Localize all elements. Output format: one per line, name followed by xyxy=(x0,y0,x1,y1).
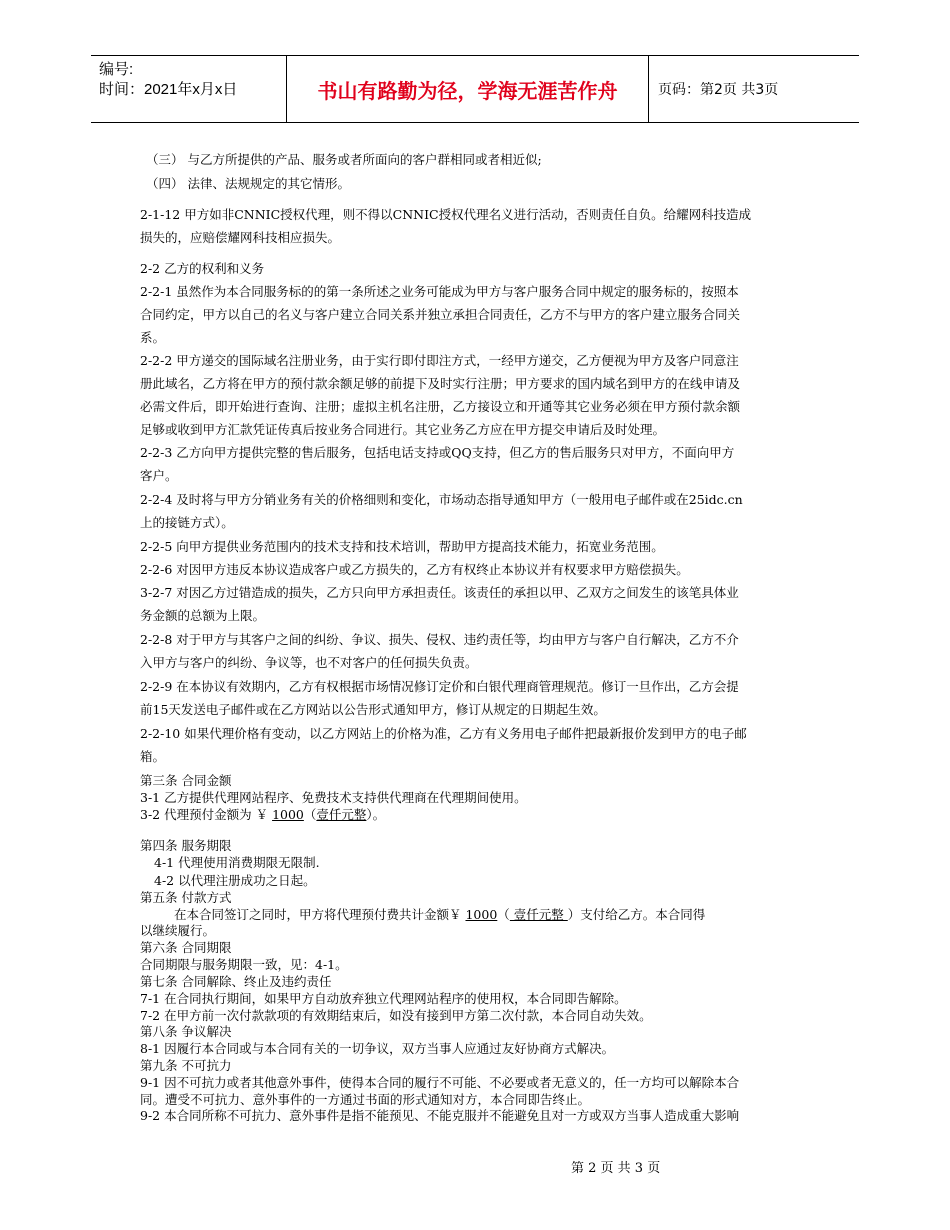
article-7-title: 第七条 合同解除、终止及违约责任 xyxy=(140,974,332,989)
payment-paren: （ xyxy=(497,907,510,922)
article-5-line-1 xyxy=(174,905,705,923)
clause-line: 入甲方与客户的纠纷、争议等，也不对客户的任何损失负责。 xyxy=(140,655,478,670)
clause-line: 足够或收到甲方汇款凭证传真后按业务合同进行。其它业务乙方应在甲方提交申请后及时处理。 xyxy=(140,422,666,437)
clause-line: 册此域名，乙方将在甲方的预付款余额足够的前提下及时实行注册；甲方要求的国内域名到甲方的在线申请及 xyxy=(140,376,741,391)
clause-line: 2-2-10 如果代理价格有变动，以乙方网站上的价格为准，乙方有义务用电子邮件把最新报价发到甲方的电子邮 xyxy=(140,726,747,741)
article-3-line-1: 3-1 乙方提供代理网站程序、免费技术支持供代理商在代理期间使用。 xyxy=(140,790,527,805)
section-heading: 2-2 乙方的权利和义务 xyxy=(140,261,265,276)
article-5-title: 第五条 付款方式 xyxy=(140,890,232,905)
article-9-line-3: 9-2 本合同所称不可抗力、意外事件是指不能预见、不能克服并不能避免且对一方或双方当事人造成重大影响 xyxy=(140,1108,740,1123)
clause-line: 2-1-12 甲方如非CNNIC授权代理，则不得以CNNIC授权代理名义进行活动，否则责任自负。给耀网科技造成 xyxy=(140,207,752,222)
clause-line: 损失的，应赔偿耀网科技相应损失。 xyxy=(140,230,341,245)
article-3-title: 第三条 合同金额 xyxy=(140,773,232,788)
clause-line: 箱。 xyxy=(140,749,166,764)
clause-line: 务金额的总额为上限。 xyxy=(140,608,266,623)
clause-line: 2-2-2 甲方递交的国际域名注册业务，由于实行即付即注方式，一经甲方递交，乙方便视为甲方及客户同意注 xyxy=(140,353,739,368)
prepaid-amount-words: 壹仟元整 xyxy=(316,807,367,822)
clause-line: 上的接链方式）。 xyxy=(140,515,234,530)
payment-prefix: 在本合同签订之同时，甲方将代理预付费共计金额￥ xyxy=(174,907,466,922)
article-7-line-1: 7-1 在合同执行期间，如果甲方自动放弃独立代理网站程序的使用权，本合同即告解除。 xyxy=(140,991,627,1006)
clause-line: 2-2-3 乙方向甲方提供完整的售后服务，包括电话支持或QQ支持，但乙方的售后服务只对甲方，不面向甲方 xyxy=(140,445,735,460)
document-number-label: 编号: xyxy=(99,61,134,78)
clause-line: 必需文件后，即开始进行查询、注册；虚拟主机名注册，乙方接设立和开通等其它业务必须在甲方预付款余额 xyxy=(140,399,741,414)
header-motto: 书山有路勤为径，学海无涯苦作舟 xyxy=(286,56,649,122)
clause-line: 2-2-8 对于甲方与其客户之间的纠纷、争议、损失、侵权、违约责任等，均由甲方与客户自行解决，乙方不介 xyxy=(140,632,739,647)
clause-line: 2-2-4 及时将与甲方分销业务有关的价格细则和变化，市场动态指导通知甲方（一般用电子邮件或在25idc.cn xyxy=(140,492,743,507)
clause-line: 3-2-7 对因乙方过错造成的损失，乙方只向甲方承担责任。该责任的承担以甲、乙双方之间发生的该笔具体业 xyxy=(140,585,739,600)
header-meta xyxy=(91,56,286,122)
page-footer: 第 2 页 共 3 页 xyxy=(571,1161,661,1176)
clause-line: 2-2-1 虽然作为本合同服务标的的第一条所述之业务可能成为甲方与客户服务合同中规定的服务标的，按照本 xyxy=(140,284,739,299)
article-4-line-2: 4-2 以代理注册成功之日起。 xyxy=(154,873,316,888)
article-9-line-1: 9-1 因不可抗力或者其他意外事件，使得本合同的履行不可能、不必要或者无意义的，任一方均可以解除本合 xyxy=(140,1075,740,1090)
amount-suffix: ）。 xyxy=(366,807,386,822)
clause-line: 2-2-6 对因甲方违反本协议造成客户或乙方损失的，乙方有权终止本协议并有权要求甲方赔偿损失。 xyxy=(140,562,689,577)
article-4-line-1: 4-1 代理使用消费期限无限制. xyxy=(154,855,320,870)
article-6-title: 第六条 合同期限 xyxy=(140,940,232,955)
clause-line: 2-2-9 在本协议有效期内，乙方有权根据市场情况修订定价和白银代理商管理规范。修订一旦作出，乙方会提 xyxy=(140,679,739,694)
clause-line: 系。 xyxy=(140,330,166,345)
clause-line: 2-2-5 向甲方提供业务范围内的技术支持和技术培训，帮助甲方提高技术能力，拓宽业务范围。 xyxy=(140,539,664,554)
article-3-line-2 xyxy=(140,805,385,823)
clause-line: 合同约定，甲方以自己的名义与客户建立合同关系并独立承担合同责任，乙方不与甲方的客户建立服务合同关 xyxy=(140,307,741,322)
prepaid-amount: 1000 xyxy=(272,807,304,822)
article-8-line-1: 8-1 因履行本合同或与本合同有关的一切争议，双方当事人应通过友好协商方式解决。 xyxy=(140,1041,615,1056)
article-4-title: 第四条 服务期限 xyxy=(140,838,232,853)
article-5-line-2: 以继续履行。 xyxy=(140,923,216,938)
clause-line: （四） 法律、法规规定的其它情形。 xyxy=(146,176,350,191)
payment-suffix: ）支付给乙方。本合同得 xyxy=(567,907,706,922)
document-time-label: 时间：2021年x月x日 xyxy=(99,81,238,98)
article-9-title: 第九条 不可抗力 xyxy=(140,1058,232,1073)
amount-prefix: 3-2 代理预付金额为 ￥ xyxy=(140,807,273,822)
payment-amount-words: 壹仟元整 xyxy=(509,907,568,922)
page-header xyxy=(91,55,859,123)
amount-paren: （ xyxy=(303,807,317,822)
page-info-text: 页码：第2页 共3页 xyxy=(658,82,779,98)
clause-line: （三） 与乙方所提供的产品、服务或者所面向的客户群相同或者相近似; xyxy=(146,152,542,167)
payment-amount: 1000 xyxy=(465,907,498,922)
header-page-info xyxy=(648,56,859,122)
article-8-title: 第八条 争议解决 xyxy=(140,1024,232,1039)
article-6-line-1: 合同期限与服务期限一致，见：4-1。 xyxy=(140,957,348,972)
clause-line: 前15天发送电子邮件或在乙方网站以公告形式通知甲方，修订从规定的日期起生效。 xyxy=(140,702,606,717)
article-7-line-2: 7-2 在甲方前一次付款款项的有效期结束后，如没有接到甲方第二次付款，本合同自动失效。 xyxy=(140,1008,652,1023)
clause-line: 客户。 xyxy=(140,468,178,483)
article-9-line-2: 同。遭受不可抗力、意外事件的一方通过书面的形式通知对方，本合同即告终止。 xyxy=(140,1092,591,1107)
